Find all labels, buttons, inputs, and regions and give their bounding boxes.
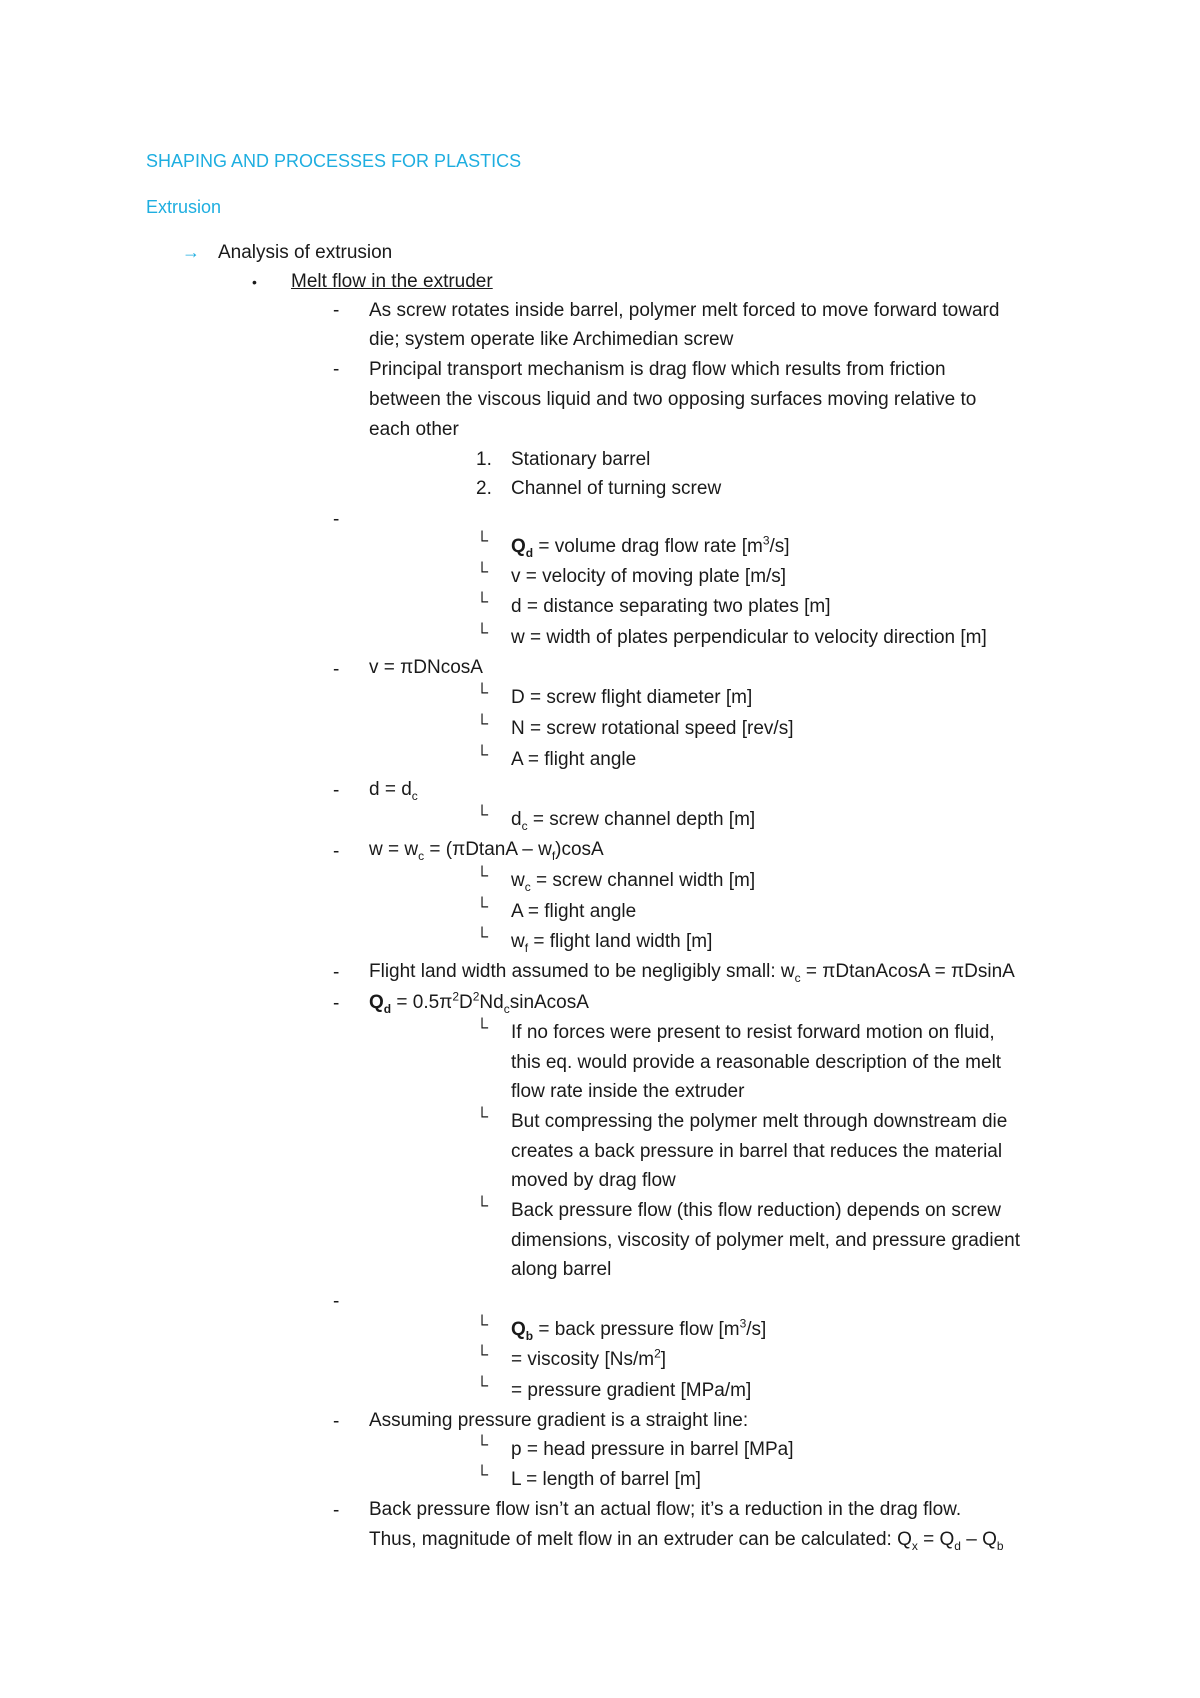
definition-line: v = velocity of moving plate [m/s] — [511, 566, 787, 587]
text-line: between the viscous liquid and two opposing surfaces moving relative to — [369, 389, 977, 410]
text-line: creates a back pressure in barrel that reduces the material — [511, 1141, 1003, 1162]
text-line: Principal transport mechanism is drag flow which results from friction — [369, 359, 946, 380]
list-item-analysis: Analysis of extrusion — [218, 242, 393, 263]
text-line: Thus, magnitude of melt flow in an extruder can be calculated: $Q_x = Q_d - Q_b$ — [369, 1529, 1004, 1553]
bullet-icon: • — [252, 274, 257, 290]
text-line: But compressing the polymer melt through downstream die — [511, 1111, 1008, 1132]
definition-line: d = distance separating two plates [m] — [511, 596, 831, 617]
corner-icon: └ — [476, 1315, 489, 1334]
definition-line: p = head pressure in barrel [MPa] — [511, 1439, 794, 1460]
corner-icon: └ — [476, 592, 489, 611]
corner-icon: └ — [476, 623, 489, 642]
numbered-item: Stationary barrel — [511, 449, 651, 470]
dash-icon: - — [333, 1411, 340, 1432]
document-title: SHAPING AND PROCESSES FOR PLASTICS — [146, 151, 522, 171]
corner-icon: └ — [476, 531, 489, 550]
dash-icon: - — [333, 509, 340, 530]
numbered-item: Channel of turning screw — [511, 478, 722, 499]
definition-line: $w_c$ = screw channel width [m] — [511, 870, 756, 894]
definition-line: = viscosity $[Ns/m^2]$ — [511, 1346, 667, 1370]
text-line: Assuming pressure gradient is a straight line: — [369, 1410, 749, 1431]
text-line: Back pressure flow isn’t an actual flow; it’s a reduction in the drag flow. — [369, 1499, 962, 1520]
list-number: 2. — [476, 478, 492, 499]
corner-icon: └ — [476, 562, 489, 581]
list-number: 1. — [476, 449, 492, 470]
corner-icon: └ — [476, 1435, 489, 1454]
corner-icon: └ — [476, 1345, 489, 1364]
definition-line: D = screw flight diameter [m] — [511, 687, 753, 708]
corner-icon: └ — [476, 1196, 489, 1215]
equation-line: $Q_d$ = $0.5\pi^2D^2Nd_csinAcosA$ — [369, 989, 589, 1016]
definition-line: A = flight angle — [511, 749, 637, 770]
corner-icon: └ — [476, 714, 489, 733]
definition-line: $Q_b$ = back pressure flow $[m^3/s]$ — [511, 1316, 767, 1343]
equation-line: $d = d_c$ — [369, 779, 418, 803]
corner-icon: └ — [476, 683, 489, 702]
definition-line: w = width of plates perpendicular to velocity direction [m] — [511, 627, 987, 648]
definition-line: $d_c$ = screw channel depth [m] — [511, 809, 756, 833]
text-line: dimensions, viscosity of polymer melt, and pressure gradient — [511, 1230, 1021, 1251]
dash-icon: - — [333, 1500, 340, 1521]
dash-icon: - — [333, 1291, 340, 1312]
text-line: die; system operate like Archimedian screw — [369, 329, 734, 350]
text-line: Back pressure flow (this flow reduction) depends on screw — [511, 1200, 1002, 1221]
text-line: flow rate inside the extruder — [511, 1081, 745, 1102]
corner-icon: └ — [476, 745, 489, 764]
subheading-melt-flow: Melt flow in the extruder — [291, 271, 493, 292]
corner-icon: └ — [476, 927, 489, 946]
text-line: each other — [369, 419, 459, 440]
text-line: moved by drag flow — [511, 1170, 676, 1191]
text-line: If no forces were present to resist forward motion on fluid, — [511, 1022, 995, 1043]
text-line: Flight land width assumed to be negligibly small: $w_c$ = πDtanAcosA = πDsinA — [369, 961, 1015, 985]
definition-line: A = flight angle — [511, 901, 637, 922]
dash-icon: - — [333, 780, 340, 801]
corner-icon: └ — [476, 1376, 489, 1395]
equation-line: $w = w_c = (\pi DtanA - w_f)\cos A$ — [369, 839, 604, 863]
corner-icon: └ — [476, 1018, 489, 1037]
arrow-icon: → — [182, 242, 200, 262]
definition-line: $w_f$ = flight land width [m] — [511, 931, 713, 955]
dash-icon: - — [333, 300, 340, 321]
corner-icon: └ — [476, 1465, 489, 1484]
definition-line: $Q_d$ = volume drag flow rate $[m^3/s]$ — [511, 533, 790, 560]
text-line: along barrel — [511, 1259, 612, 1280]
corner-icon: └ — [476, 866, 489, 885]
corner-icon: └ — [476, 805, 489, 824]
definition-line: L = length of barrel [m] — [511, 1469, 701, 1490]
corner-icon: └ — [476, 1107, 489, 1126]
text-line: this eq. would provide a reasonable description of the melt — [511, 1052, 1002, 1073]
definition-line: N = screw rotational speed [rev/s] — [511, 718, 794, 739]
equation-line: v = πDNcosA — [369, 657, 483, 678]
dash-icon: - — [333, 993, 340, 1014]
dash-icon: - — [333, 659, 340, 680]
text-line: As screw rotates inside barrel, polymer melt forced to move forward toward — [369, 300, 1000, 321]
definition-line: = pressure gradient [MPa/m] — [511, 1380, 752, 1401]
dash-icon: - — [333, 841, 340, 862]
dash-icon: - — [333, 359, 340, 380]
dash-icon: - — [333, 962, 340, 983]
section-heading: Extrusion — [146, 197, 222, 217]
corner-icon: └ — [476, 897, 489, 916]
